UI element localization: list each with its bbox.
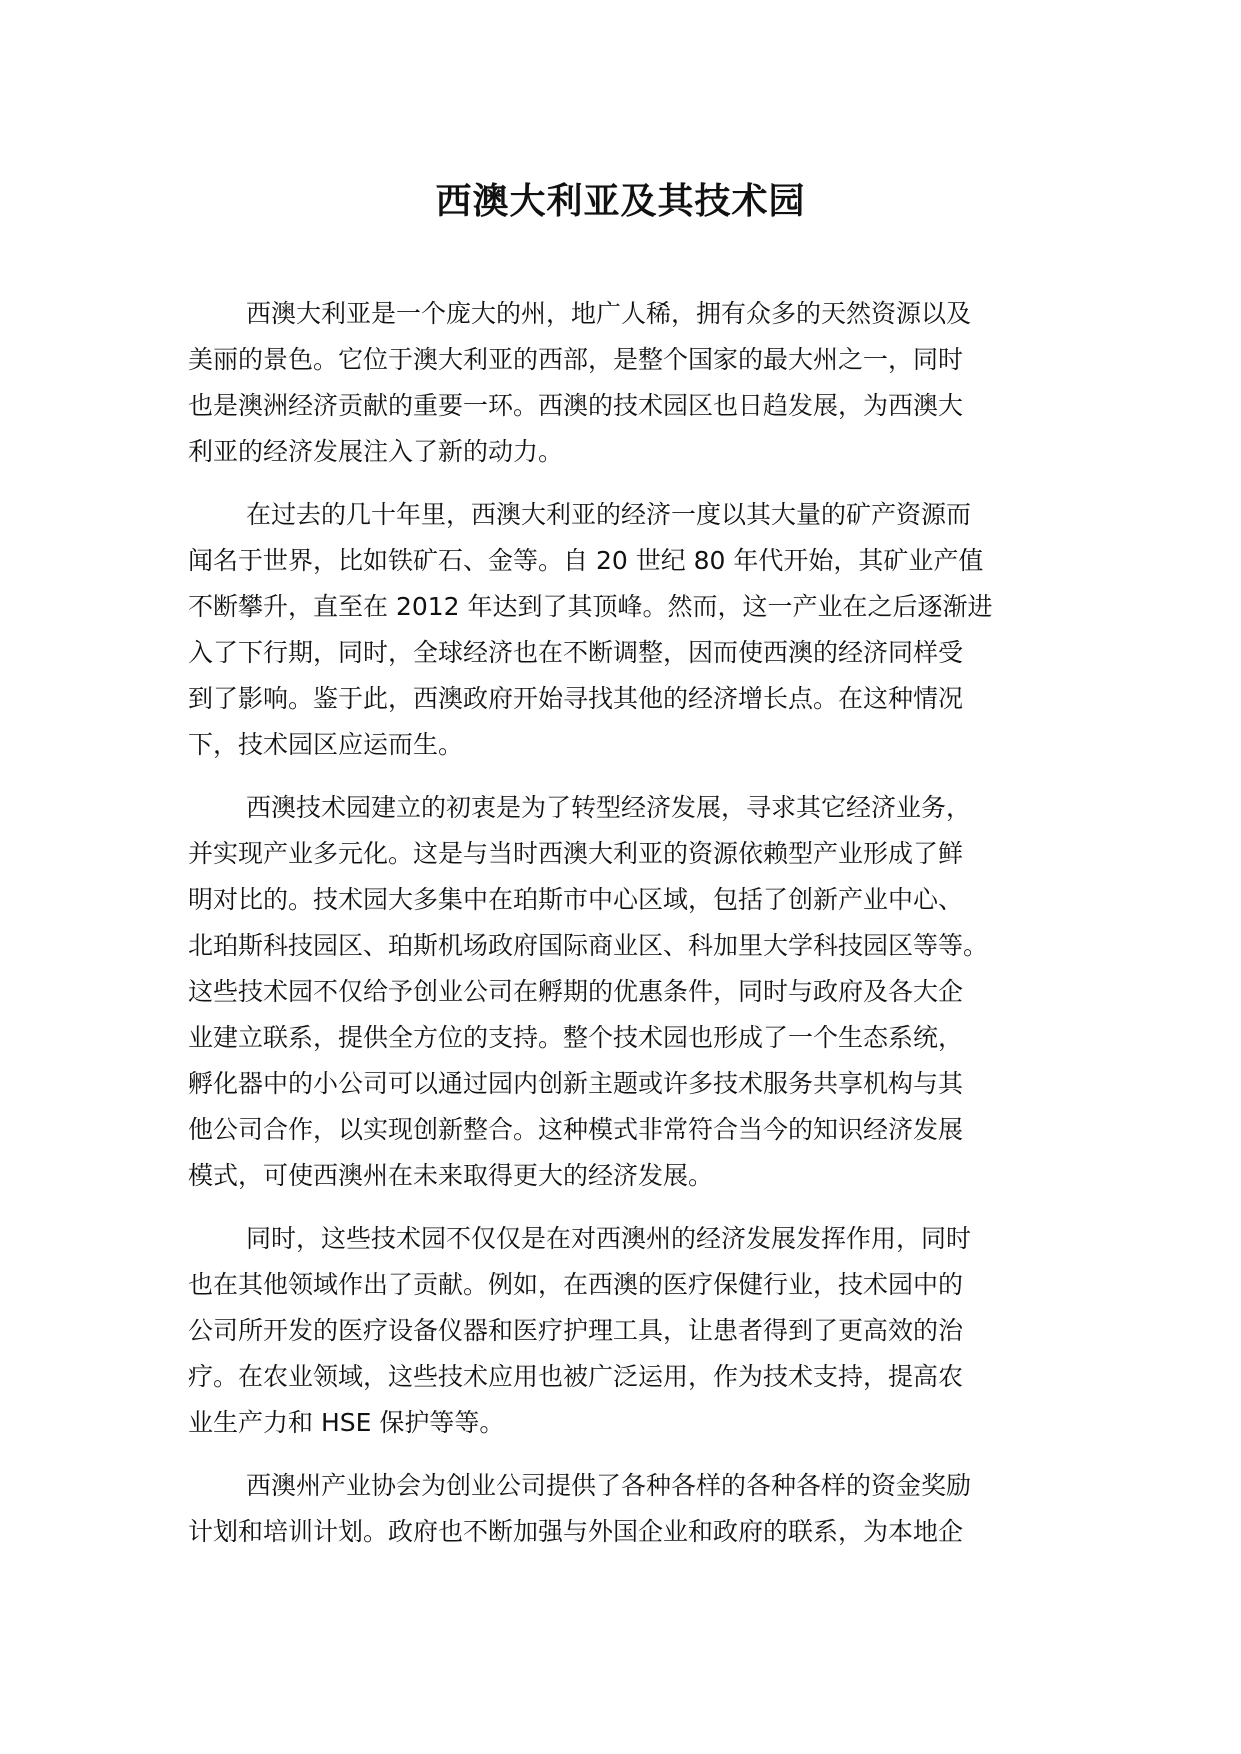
text-line: 入了下行期，同时，全球经济也在不断调整，因而使西澳的经济同样受: [188, 638, 964, 667]
document-body: [188, 291, 1068, 1572]
paragraph-4: [188, 1216, 1068, 1446]
document-title: 西澳大利亚及其技术园: [435, 181, 806, 222]
text-line: 明对比的。技术园大多集中在珀斯市中心区域，包括了创新产业中心、: [188, 885, 964, 914]
text-line: 并实现产业多元化。这是与当时西澳大利亚的资源依赖型产业形成了鲜: [188, 839, 964, 868]
text-line: 西澳大利亚是一个庞大的州，地广人稀，拥有众多的天然资源以及: [246, 299, 972, 328]
text-line: 公司所开发的医疗设备仪器和医疗护理工具，让患者得到了更高效的治: [188, 1316, 964, 1345]
text-line: 到了影响。鉴于此，西澳政府开始寻找其他的经济增长点。在这种情况: [188, 684, 964, 713]
text-line: 孵化器中的小公司可以通过园内创新主题或许多技术服务共享机构与其: [188, 1069, 964, 1098]
text-line: 在过去的几十年里，西澳大利亚的经济一度以其大量的矿产资源而: [246, 500, 972, 529]
text-line: 疗。在农业领域，这些技术应用也被广泛运用，作为技术支持，提高农: [188, 1362, 964, 1391]
text-line: 闻名于世界，比如铁矿石、金等。自 20 世纪 80 年代开始，其矿业产值: [188, 546, 984, 575]
text-line: 这些技术园不仅给予创业公司在孵期的优惠条件，同时与政府及各大企: [188, 977, 964, 1006]
paragraph-5: [188, 1463, 1068, 1555]
text-line: 业生产力和 HSE 保护等等。: [188, 1408, 505, 1437]
text-line: 同时，这些技术园不仅仅是在对西澳州的经济发展发挥作用，同时: [246, 1224, 972, 1253]
text-line: 利亚的经济发展注入了新的动力。: [188, 437, 564, 466]
text-line: 也在其他领域作出了贡献。例如，在西澳的医疗保健行业，技术园中的: [188, 1270, 964, 1299]
text-line: 计划和培训计划。政府也不断加强与外国企业和政府的联系，为本地企: [188, 1517, 964, 1546]
text-line: 下，技术园区应运而生。: [188, 730, 464, 759]
text-line: 西澳技术园建立的初衷是为了转型经济发展，寻求其它经济业务，: [246, 793, 972, 822]
paragraph-3: [188, 785, 1068, 1199]
paragraph-2: [188, 492, 1068, 768]
paragraph-1: [188, 291, 1068, 475]
text-line: 模式，可使西澳州在未来取得更大的经济发展。: [188, 1161, 714, 1190]
text-line: 业建立联系，提供全方位的支持。整个技术园也形成了一个生态系统，: [188, 1023, 964, 1052]
text-line: 不断攀升，直至在 2012 年达到了其顶峰。然而，这一产业在之后逐渐进: [188, 592, 993, 621]
text-line: 也是澳洲经济贡献的重要一环。西澳的技术园区也日趋发展，为西澳大: [188, 391, 964, 420]
text-line: 他公司合作，以实现创新整合。这种模式非常符合当今的知识经济发展: [188, 1115, 964, 1144]
text-line: 北珀斯科技园区、珀斯机场政府国际商业区、科加里大学科技园区等等。: [188, 931, 989, 960]
text-line: 美丽的景色。它位于澳大利亚的西部，是整个国家的最大州之一，同时: [188, 345, 964, 374]
text-line: 西澳州产业协会为创业公司提供了各种各样的各种各样的资金奖励: [246, 1471, 972, 1500]
